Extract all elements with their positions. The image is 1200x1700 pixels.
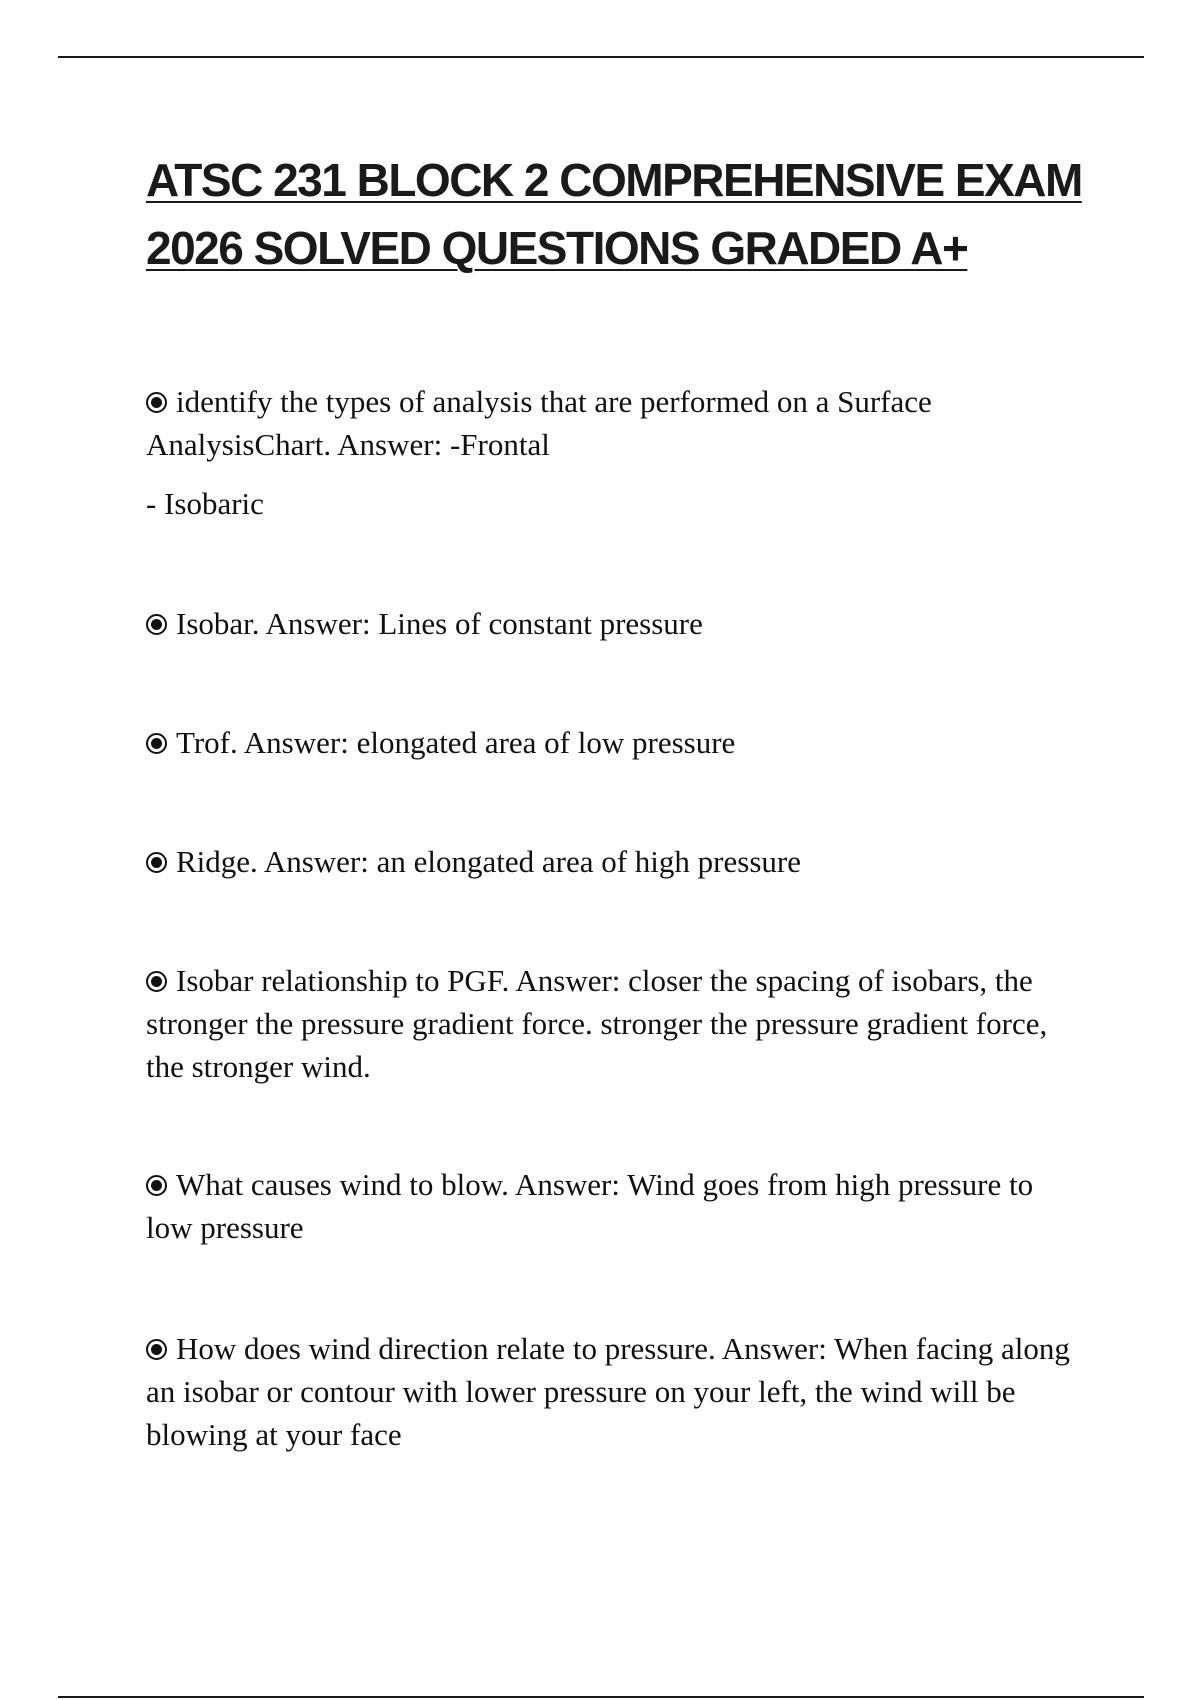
qa-text: How does wind direction relate to pressure. Answer: When facing along an isobar or contour with lower pressure on your left, the wind will be blowing at your face bbox=[146, 1331, 1070, 1452]
title-line-1: ATSC 231 BLOCK 2 COMPREHENSIVE EXAM bbox=[146, 154, 1082, 206]
qa-text: What causes wind to blow. Answer: Wind goes from high pressure to low pressure bbox=[146, 1167, 1034, 1245]
bullet-icon bbox=[146, 733, 167, 754]
qa-text: Isobar. Answer: Lines of constant pressure bbox=[176, 606, 703, 641]
qa-text: Ridge. Answer: an elongated area of high pressure bbox=[176, 844, 801, 879]
qa-text: identify the types of analysis that are performed on a Surface AnalysisChart. Answer: -Frontal bbox=[146, 384, 932, 462]
qa-text: Trof. Answer: elongated area of low pressure bbox=[176, 725, 736, 760]
qa-item bbox=[146, 959, 1086, 1088]
qa-sub-item: - Isobaric bbox=[146, 486, 264, 521]
qa-item bbox=[146, 1327, 1086, 1456]
bullet-icon bbox=[146, 971, 167, 992]
bullet-icon bbox=[146, 852, 167, 873]
bullet-icon bbox=[146, 1175, 167, 1196]
qa-item bbox=[146, 380, 1086, 466]
bullet-icon bbox=[146, 614, 167, 635]
bullet-icon bbox=[146, 1339, 167, 1360]
qa-item bbox=[146, 840, 1086, 883]
qa-item bbox=[146, 721, 1086, 764]
qa-text: Isobar relationship to PGF. Answer: closer the spacing of isobars, the stronger the pressure gradient force. stronger the pressure gradient force, the stronger wind. bbox=[146, 963, 1048, 1084]
qa-item bbox=[146, 602, 1086, 645]
top-rule bbox=[58, 56, 1144, 58]
bottom-rule bbox=[58, 1696, 1144, 1698]
title-line-2: 2026 SOLVED QUESTIONS GRADED A+ bbox=[146, 222, 968, 274]
bullet-icon bbox=[146, 392, 167, 413]
qa-item bbox=[146, 1163, 1086, 1249]
document-title bbox=[146, 146, 1106, 282]
